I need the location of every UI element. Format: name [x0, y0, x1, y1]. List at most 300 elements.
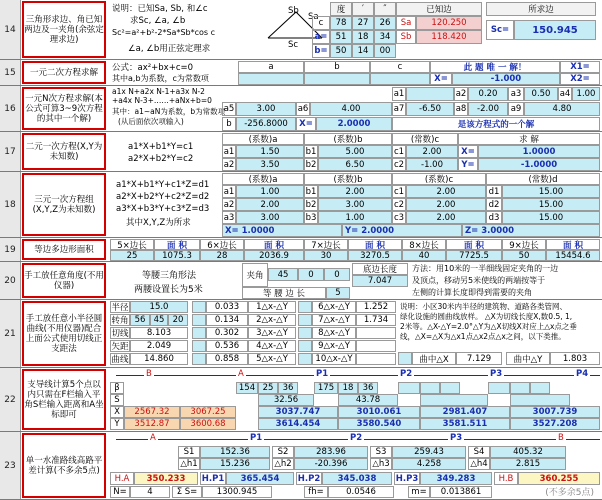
- label-cell: 半径: [111, 303, 129, 313]
- input-cell[interactable]: 175: [314, 382, 338, 394]
- result-cell: 3010.061: [338, 406, 420, 418]
- formula-line: a1*X+b1*Y=c1: [128, 142, 194, 152]
- input-cell[interactable]: 259.43: [392, 446, 466, 458]
- input-cell[interactable]: 15.0: [130, 301, 188, 313]
- result-cell: 349.283: [420, 472, 492, 485]
- result-cell: 4: [130, 486, 170, 498]
- label-cell: H.P2: [297, 473, 321, 484]
- col-header: (常数)d: [486, 173, 600, 185]
- result-cell: 15454.6: [546, 250, 600, 261]
- input-cell[interactable]: 36: [358, 382, 378, 394]
- result-cell: Z= 3.0000: [462, 224, 600, 237]
- col-header: 已知边: [396, 2, 482, 16]
- label-cell: 夹角: [242, 263, 268, 287]
- input-cell[interactable]: 15.00: [502, 211, 600, 224]
- formula-line: a1x N+a2x N-1+a3x N-2: [112, 87, 205, 96]
- col-header: b: [304, 61, 370, 73]
- result-cell: 3614.454: [258, 418, 338, 430]
- input-cell[interactable]: [488, 382, 510, 394]
- label-cell: 6△x-△Y: [312, 301, 356, 313]
- result-cell: 3037.747: [258, 406, 338, 418]
- input-cell[interactable]: 118.420: [416, 30, 482, 44]
- input-cell[interactable]: 20: [168, 314, 188, 326]
- row-16: [0, 86, 602, 132]
- result-cell: 0.134: [206, 314, 248, 326]
- row-title: 三角形求边、角已知两边及一夹角(余弦定理求边): [22, 1, 106, 58]
- row-18: [0, 172, 602, 238]
- label-cell: a6: [297, 104, 309, 114]
- row-title: 手工放任意角度(不用仪器): [22, 263, 106, 298]
- label-cell: a3: [508, 87, 524, 101]
- input-cell[interactable]: 0: [324, 268, 350, 281]
- col-header: 7×边长: [304, 239, 348, 250]
- result-cell: 0.0546: [328, 486, 394, 498]
- result-note: 是该方程式的一个解: [392, 117, 600, 131]
- label-cell: X=: [296, 117, 316, 131]
- label-cell: 矢距: [111, 342, 129, 352]
- input-cell[interactable]: 4.80: [524, 102, 600, 116]
- label-cell: c1: [393, 186, 405, 197]
- point-label: B: [146, 369, 152, 379]
- input-cell[interactable]: [406, 87, 454, 101]
- result-cell: 50: [330, 44, 352, 58]
- label-cell: S: [110, 394, 124, 406]
- input-cell[interactable]: [298, 327, 312, 339]
- formula-line: (从后面依次项输入): [118, 117, 184, 126]
- note-line: 绿化设施的圆曲线放样。 △X为切线长度X,数0.5, 1,: [400, 312, 573, 321]
- label-cell: a1: [223, 186, 235, 197]
- col-header: 面 积: [546, 239, 600, 250]
- label-cell: △h1: [178, 458, 200, 470]
- input-cell[interactable]: 27: [352, 16, 374, 30]
- point-label: P4: [576, 369, 589, 379]
- formula-line: Sc²=a²+b²-2*Sa*Sb*cos c: [112, 28, 215, 37]
- result-cell: 7.047: [352, 275, 408, 287]
- result-cell: 1300.945: [202, 486, 272, 498]
- input-cell[interactable]: [420, 382, 440, 394]
- result-cell: 345.038: [322, 472, 392, 485]
- row-23: [0, 432, 602, 500]
- label-cell: m=: [408, 486, 430, 498]
- result-cell: 51: [330, 30, 352, 44]
- label-cell: 底边长度: [352, 263, 408, 275]
- label-cell: Sb: [396, 30, 416, 44]
- label-cell: Sa: [396, 16, 416, 30]
- col-header: ″: [374, 2, 396, 16]
- formula-line: 其中a,b为系数，c为常数项: [112, 74, 209, 83]
- label-cell: c3: [393, 212, 405, 223]
- input-cell[interactable]: 6.50: [318, 158, 392, 171]
- row-22: [0, 368, 602, 432]
- input-cell[interactable]: 5: [326, 287, 350, 299]
- result-cell: 0.536: [206, 340, 248, 352]
- label-cell: b2: [305, 199, 317, 210]
- result-cell: 7.129: [456, 352, 502, 365]
- input-cell[interactable]: 30: [304, 250, 348, 261]
- input-cell[interactable]: 36: [278, 382, 298, 394]
- label-cell: S4: [468, 446, 490, 458]
- input-cell[interactable]: 3.00: [236, 102, 296, 116]
- formula-line: 公式：ax²+bx+c=0: [112, 63, 194, 73]
- input-cell[interactable]: 2567.32: [124, 406, 180, 418]
- result-cell: 1075.3: [154, 250, 200, 261]
- formula-line: a1*X+b1*Y+c1*Z=d1: [116, 180, 210, 190]
- row-number[interactable]: 20: [0, 262, 21, 299]
- input-cell[interactable]: [398, 352, 412, 365]
- row-number[interactable]: 17: [0, 132, 21, 171]
- method-label: 等腰三角形法: [142, 271, 197, 281]
- input-cell[interactable]: 25: [110, 250, 154, 261]
- label-cell: N=: [110, 486, 130, 498]
- result-cell: 3270.5: [348, 250, 402, 261]
- point-label: P3: [490, 369, 503, 379]
- label-cell: 1△x-△Y: [248, 301, 296, 313]
- result-cell: 1.803: [550, 352, 600, 365]
- point-label: P3: [450, 433, 463, 443]
- result-cell: 3007.739: [510, 406, 600, 418]
- col-header: (系数)a: [222, 173, 304, 185]
- formula-line: a2*X+b2*Y=c2: [128, 154, 194, 164]
- input-cell[interactable]: 154: [236, 382, 258, 394]
- row-title: 二元一次方程(X,Y为未知数): [22, 133, 106, 170]
- label-cell: S3: [370, 446, 392, 458]
- input-cell[interactable]: -256.8000: [236, 117, 296, 131]
- result-cell: 3581.511: [420, 418, 510, 430]
- result-cell: 3580.540: [338, 418, 420, 430]
- point-label: P1: [250, 433, 263, 443]
- input-cell[interactable]: 26: [374, 16, 396, 30]
- row-number[interactable]: 19: [0, 238, 21, 261]
- col-header: 面 积: [348, 239, 402, 250]
- result-cell: 1.734: [356, 314, 396, 326]
- label-cell: 5△x-△Y: [248, 353, 296, 365]
- label-cell: d1: [486, 185, 502, 198]
- result-cell: 0.033: [206, 301, 248, 313]
- input-cell[interactable]: 0.20: [468, 87, 508, 101]
- result-cell: 150.945: [514, 20, 596, 40]
- label-cell: a5: [223, 104, 235, 114]
- input-cell[interactable]: 15.00: [502, 198, 600, 211]
- label-cell: X2=: [560, 73, 600, 85]
- label-cell: 转角: [111, 316, 129, 326]
- input-cell[interactable]: [192, 340, 206, 352]
- col-header: (系数)b: [304, 133, 392, 145]
- formula-line: 其中X,Y,Z为所求: [126, 218, 191, 228]
- input-cell[interactable]: 78: [330, 16, 352, 30]
- input-cell[interactable]: 45: [150, 314, 168, 326]
- result-cell: 2.0000: [316, 117, 392, 131]
- point-label: A: [150, 433, 156, 443]
- input-cell[interactable]: 0.50: [524, 87, 558, 101]
- input-cell[interactable]: 152.36: [200, 446, 270, 458]
- row-19: [0, 238, 602, 262]
- row-title: 一元N次方程求解(本公式可算3~9次方程的其中一个解): [22, 87, 106, 130]
- input-cell[interactable]: [510, 382, 530, 394]
- result-cell: 0.858: [206, 353, 248, 365]
- label-cell: 曲线: [111, 355, 129, 365]
- row-number[interactable]: 16: [0, 86, 21, 131]
- label-cell: a1: [223, 146, 235, 157]
- label-cell: b2: [305, 159, 317, 170]
- input-cell[interactable]: 45: [268, 268, 298, 281]
- point-label: P1: [316, 369, 329, 379]
- result-cell: 365.454: [226, 472, 294, 485]
- row-title: 等边多边形面积: [22, 239, 106, 260]
- row-title: 手工放任意小半径圆曲线(不用仪器)配合上面公式使用切线正支距法: [22, 301, 106, 366]
- input-cell[interactable]: -1.00: [406, 158, 458, 171]
- row-title: 一元二次方程求解: [22, 61, 106, 84]
- col-header: 度: [330, 2, 352, 16]
- result-cell: 1.252: [356, 301, 396, 313]
- input-cell[interactable]: -2.00: [468, 102, 508, 116]
- label-cell: 9△x-△Y: [312, 340, 356, 352]
- input-cell[interactable]: 3.00: [318, 198, 392, 211]
- label-cell: d3: [486, 211, 502, 224]
- row-number[interactable]: 18: [0, 172, 21, 237]
- label-cell: a2: [223, 159, 235, 170]
- input-cell[interactable]: [440, 382, 460, 394]
- row-title: 三元一次方程组(X,Y,Z为未知数): [22, 173, 106, 236]
- status-message: 此 题 唯 一 解！: [430, 61, 560, 73]
- input-cell[interactable]: [298, 301, 312, 313]
- label-cell: H.A: [110, 472, 134, 485]
- label-cell: 3△x-△Y: [248, 327, 296, 339]
- result-cell: 18: [352, 30, 374, 44]
- input-cell[interactable]: 3600.68: [180, 418, 236, 430]
- row-14: [0, 0, 602, 60]
- label-cell: 8△x-△Y: [312, 327, 356, 339]
- col-header: 面 积: [244, 239, 304, 250]
- col-header: 8×边长: [402, 239, 446, 250]
- input-cell[interactable]: [298, 353, 312, 365]
- formula-line: 其中：a1~aN为系数，b为常数项: [112, 107, 226, 116]
- input-cell[interactable]: 2.00: [406, 198, 486, 211]
- input-cell[interactable]: 25: [258, 382, 278, 394]
- note-line: 方法：用10米的一半细线固定夹角的一边: [412, 264, 559, 273]
- label-cell: X=: [430, 73, 452, 85]
- result-cell: 2.049: [130, 340, 188, 352]
- formula-line: 求Sc, ∠a, ∠b: [130, 16, 186, 26]
- method-label: 两腰设置长为5米: [134, 285, 203, 295]
- input-cell[interactable]: 0: [298, 268, 324, 281]
- result-cell: [356, 327, 396, 339]
- label-cell: a3: [223, 212, 235, 223]
- input-cell[interactable]: [304, 73, 370, 85]
- diagram-label: Sa: [308, 12, 319, 22]
- input-cell[interactable]: 28: [200, 250, 244, 261]
- input-cell[interactable]: 2.00: [406, 145, 458, 158]
- row-17: [0, 132, 602, 172]
- input-cell[interactable]: 3067.25: [180, 406, 236, 418]
- result-cell: 14: [352, 44, 374, 58]
- label-cell: a2: [455, 89, 467, 99]
- label-cell: H.B: [494, 472, 518, 485]
- input-cell[interactable]: 283.96: [294, 446, 368, 458]
- input-cell[interactable]: 3.50: [236, 158, 304, 171]
- point-label: A: [238, 369, 244, 379]
- input-cell[interactable]: [298, 340, 312, 352]
- result-cell: 8.103: [130, 327, 188, 339]
- input-cell[interactable]: 2.00: [236, 198, 304, 211]
- point-label: B: [558, 433, 564, 443]
- col-header: (常数)c: [392, 133, 458, 145]
- label-cell: Y: [110, 418, 124, 430]
- label-cell: a9: [508, 102, 524, 116]
- input-cell[interactable]: [192, 301, 206, 313]
- input-cell[interactable]: [238, 73, 304, 85]
- label-cell: β: [110, 382, 124, 394]
- input-cell[interactable]: 56: [130, 314, 150, 326]
- note-line: 说明：小区30米内半径的建筑物、道路各类管网、: [400, 302, 568, 311]
- label-cell: b=: [312, 44, 330, 58]
- input-cell[interactable]: 1.00: [318, 211, 392, 224]
- label-cell: 曲中△Y: [506, 352, 550, 365]
- input-cell[interactable]: -20.396: [294, 458, 368, 470]
- input-cell[interactable]: 5.00: [318, 145, 392, 158]
- result-cell: 00: [374, 44, 396, 58]
- row-number[interactable]: 15: [0, 60, 21, 85]
- note-line: 线，△X=△X为△x1点△x2点△x之间，以下类推。: [400, 332, 566, 341]
- label-cell: a4: [559, 89, 571, 99]
- result-cell: -1.000: [452, 73, 560, 85]
- col-header: 求 解: [458, 133, 600, 145]
- diagram-label: Sb: [288, 6, 299, 16]
- result-cell: 0.013861: [430, 486, 492, 498]
- input-cell[interactable]: 4.00: [310, 102, 392, 116]
- label-cell: △h4: [468, 458, 490, 470]
- input-cell[interactable]: 4.258: [392, 458, 466, 470]
- label-cell: Sc=: [486, 20, 514, 40]
- input-cell[interactable]: 40: [402, 250, 446, 261]
- input-cell[interactable]: 43.78: [338, 394, 398, 406]
- input-cell[interactable]: 15.00: [502, 185, 600, 198]
- row-title: 支导线计算5个点以内只需在F栏输入平角S栏输入距离和A坐标即可: [22, 369, 106, 430]
- label-cell: a=: [312, 30, 330, 44]
- input-cell[interactable]: 50: [502, 250, 546, 261]
- col-header: a: [238, 61, 304, 73]
- result-cell: 2036.9: [244, 250, 304, 261]
- input-cell[interactable]: [192, 314, 206, 326]
- input-cell[interactable]: 2.00: [406, 185, 486, 198]
- watermark-text: (不多余5点): [545, 488, 594, 498]
- label-cell: S2: [272, 446, 294, 458]
- result-cell: -1.0000: [478, 158, 600, 171]
- result-cell: 3527.208: [510, 418, 600, 430]
- col-header: 6×边长: [200, 239, 244, 250]
- col-header: 所求边: [486, 2, 596, 16]
- result-cell: Y= 2.0000: [342, 224, 462, 237]
- result-cell: [356, 353, 396, 365]
- label-cell: 10△x-△Y: [312, 353, 356, 365]
- input-cell[interactable]: [298, 314, 312, 326]
- input-cell[interactable]: [370, 73, 430, 85]
- formula-line: +a4x N-3+……+aNx+b=0: [112, 96, 212, 105]
- formula-line: a2*X+b2*Y+c2*Z=d2: [116, 192, 210, 202]
- row-number[interactable]: 22: [0, 368, 21, 431]
- result-cell: 2981.407: [420, 406, 510, 418]
- result-cell: [356, 340, 396, 352]
- input-cell[interactable]: 2.815: [490, 458, 566, 470]
- point-label: P2: [400, 369, 413, 379]
- label-cell: H.P1: [201, 473, 225, 484]
- result-cell: 0.302: [206, 327, 248, 339]
- row-20: [0, 262, 602, 300]
- label-cell: 切线: [111, 329, 129, 339]
- result-cell: 1.0000: [478, 145, 600, 158]
- label-cell: 4△x-△Y: [248, 340, 296, 352]
- row-title: 单一水准路线高路平差计算(不多余5点): [22, 433, 106, 498]
- col-header: (系数)c: [392, 173, 486, 185]
- result-cell: 7725.5: [446, 250, 502, 261]
- label-cell: b1: [305, 146, 317, 157]
- label-cell: S1: [178, 446, 200, 458]
- label-cell: X=: [458, 145, 478, 158]
- formula-line: 说明：已知Sa, Sb, 和∠c: [112, 4, 208, 14]
- input-cell[interactable]: 120.250: [416, 16, 482, 30]
- label-cell: 7△x-△Y: [312, 314, 356, 326]
- row-15: [0, 60, 602, 86]
- input-cell[interactable]: 1.00: [236, 185, 304, 198]
- row-number[interactable]: 23: [0, 432, 21, 499]
- input-cell[interactable]: [420, 394, 488, 406]
- point-label: P2: [350, 433, 363, 443]
- result-cell: 34: [374, 30, 396, 44]
- label-cell: 等 腰 边 长: [242, 287, 326, 299]
- input-cell[interactable]: 360.255: [518, 472, 600, 485]
- input-cell[interactable]: 2.00: [318, 185, 392, 198]
- result-cell: X= 1.0000: [222, 224, 342, 237]
- col-header: ′: [352, 2, 374, 16]
- input-cell[interactable]: 405.32: [490, 446, 566, 458]
- input-cell[interactable]: 32.56: [258, 394, 314, 406]
- input-cell[interactable]: 3512.87: [124, 418, 180, 430]
- input-cell[interactable]: 15.236: [200, 458, 270, 470]
- input-cell[interactable]: 1.00: [572, 87, 600, 101]
- label-cell: a7: [393, 104, 405, 114]
- label-cell: c1: [393, 146, 405, 157]
- label-cell: 曲中△X: [412, 352, 456, 365]
- input-cell[interactable]: [192, 353, 206, 365]
- input-cell[interactable]: 350.233: [134, 472, 198, 485]
- result-cell: 14.860: [130, 353, 188, 365]
- label-cell: △h2: [272, 458, 294, 470]
- label-cell: a8: [455, 104, 467, 114]
- label-cell: b: [222, 117, 236, 131]
- input-cell[interactable]: [530, 382, 550, 394]
- label-cell: c: [312, 16, 330, 30]
- label-cell: 2△x-△Y: [248, 314, 296, 326]
- label-cell: X1=: [560, 61, 600, 73]
- label-cell: c2: [393, 159, 405, 170]
- label-cell: △h3: [370, 458, 392, 470]
- traverse-line: [116, 375, 600, 376]
- label-cell: a2: [223, 199, 235, 210]
- input-cell[interactable]: 3.00: [236, 211, 304, 224]
- row-number[interactable]: 14: [0, 0, 21, 59]
- row-number[interactable]: 21: [0, 300, 21, 367]
- col-header: 面 积: [154, 239, 200, 250]
- label-cell: b3: [305, 212, 317, 223]
- input-cell[interactable]: [192, 327, 206, 339]
- col-header: (系数)a: [222, 133, 304, 145]
- input-cell[interactable]: 18: [338, 382, 358, 394]
- input-cell[interactable]: 1.50: [236, 145, 304, 158]
- input-cell[interactable]: [510, 394, 570, 406]
- input-cell[interactable]: [398, 382, 420, 394]
- input-cell[interactable]: -6.50: [406, 102, 454, 116]
- label-cell: c2: [393, 199, 405, 210]
- input-cell[interactable]: 2.00: [406, 211, 486, 224]
